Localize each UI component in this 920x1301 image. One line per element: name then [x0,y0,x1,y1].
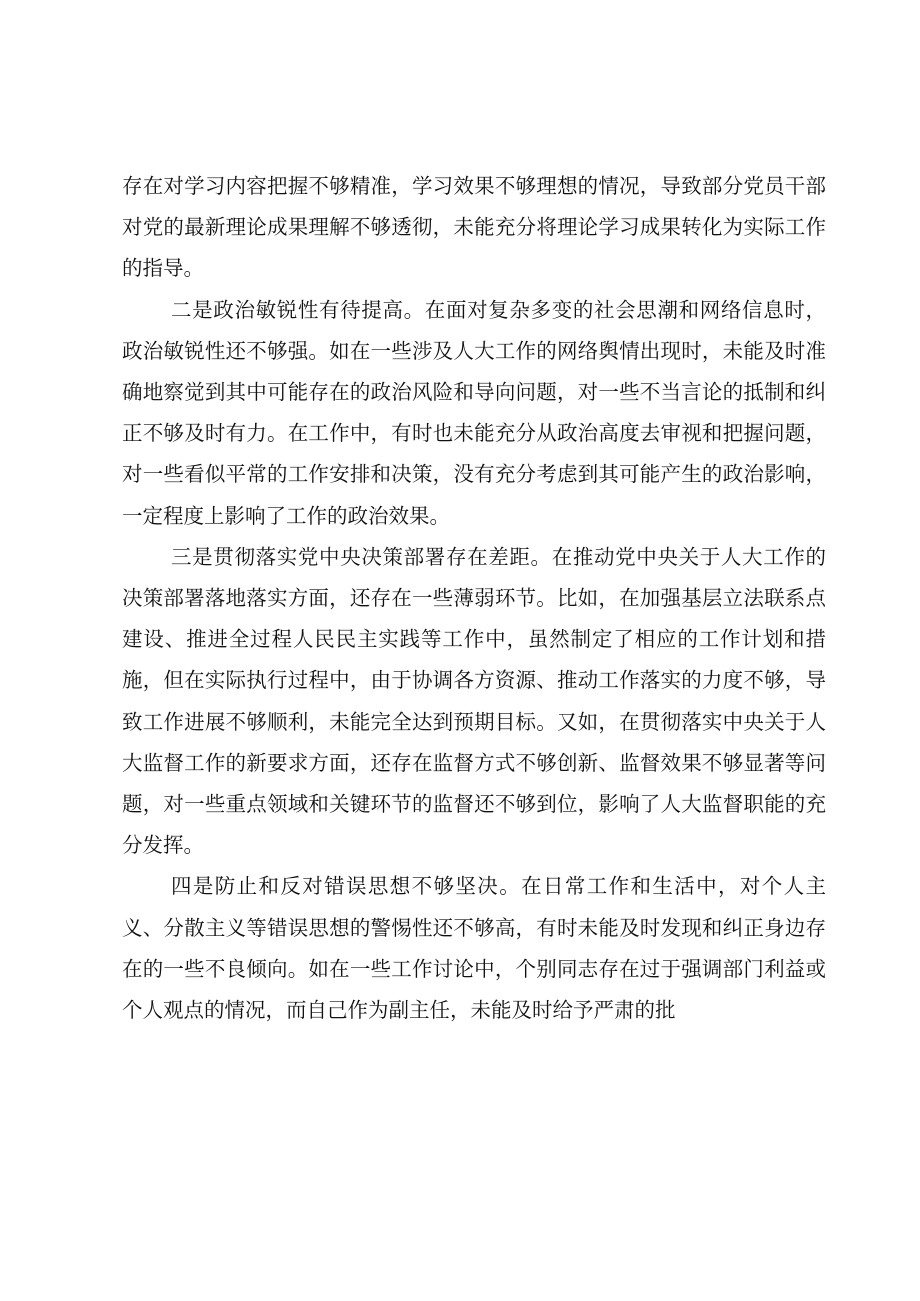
paragraph-1: 存在对学习内容把握不够精准，学习效果不够理想的情况，导致部分党员干部对党的最新理论成果理解不够透彻，未能充分将理论学习成果转化为实际工作的指导。 [122,174,826,281]
document-body [122,166,826,1031]
paragraph-3: 三是贯彻落实党中央决策部署存在差距。在推动党中央关于人大工作的决策部署落地落实方面，还存在一些薄弱环节。比如，在加强基层立法联系点建设、推进全过程人民民主实践等工作中，虽然制定了相应的工作计划和措施，但在实际执行过程中，由于协调各方资源、推动工作落实的力度不够，导致工作进展不够顺利，未能完全达到预期目标。又如，在贯彻落实中央关于人大监督工作的新要求方面，还存在监督方式不够创新、监督效果不够显著等问题，对一些重点领域和关键环节的监督还不够到位，影响了人大监督职能的充分发挥。 [122,544,826,858]
paragraph-4: 四是防止和反对错误思想不够坚决。在日常工作和生活中，对个人主义、分散主义等错误思想的警惕性还不够高，有时未能及时发现和纠正身边存在的一些不良倾向。如在一些工作讨论中，个别同志存在过于强调部门利益或个人观点的情况，而自己作为副主任，未能及时给予严肃的批 [122,874,826,1023]
paragraph-2: 二是政治敏锐性有待提高。在面对复杂多变的社会思潮和网络信息时，政治敏锐性还不够强。如在一些涉及人大工作的网络舆情出现时，未能及时准确地察觉到其中可能存在的政治风险和导向问题，对一些不当言论的抵制和纠正不够及时有力。在工作中，有时也未能充分从政治高度去审视和把握问题，对一些看似平常的工作安排和决策，没有充分考虑到其可能产生的政治影响，一定程度上影响了工作的政治效果。 [122,297,826,528]
